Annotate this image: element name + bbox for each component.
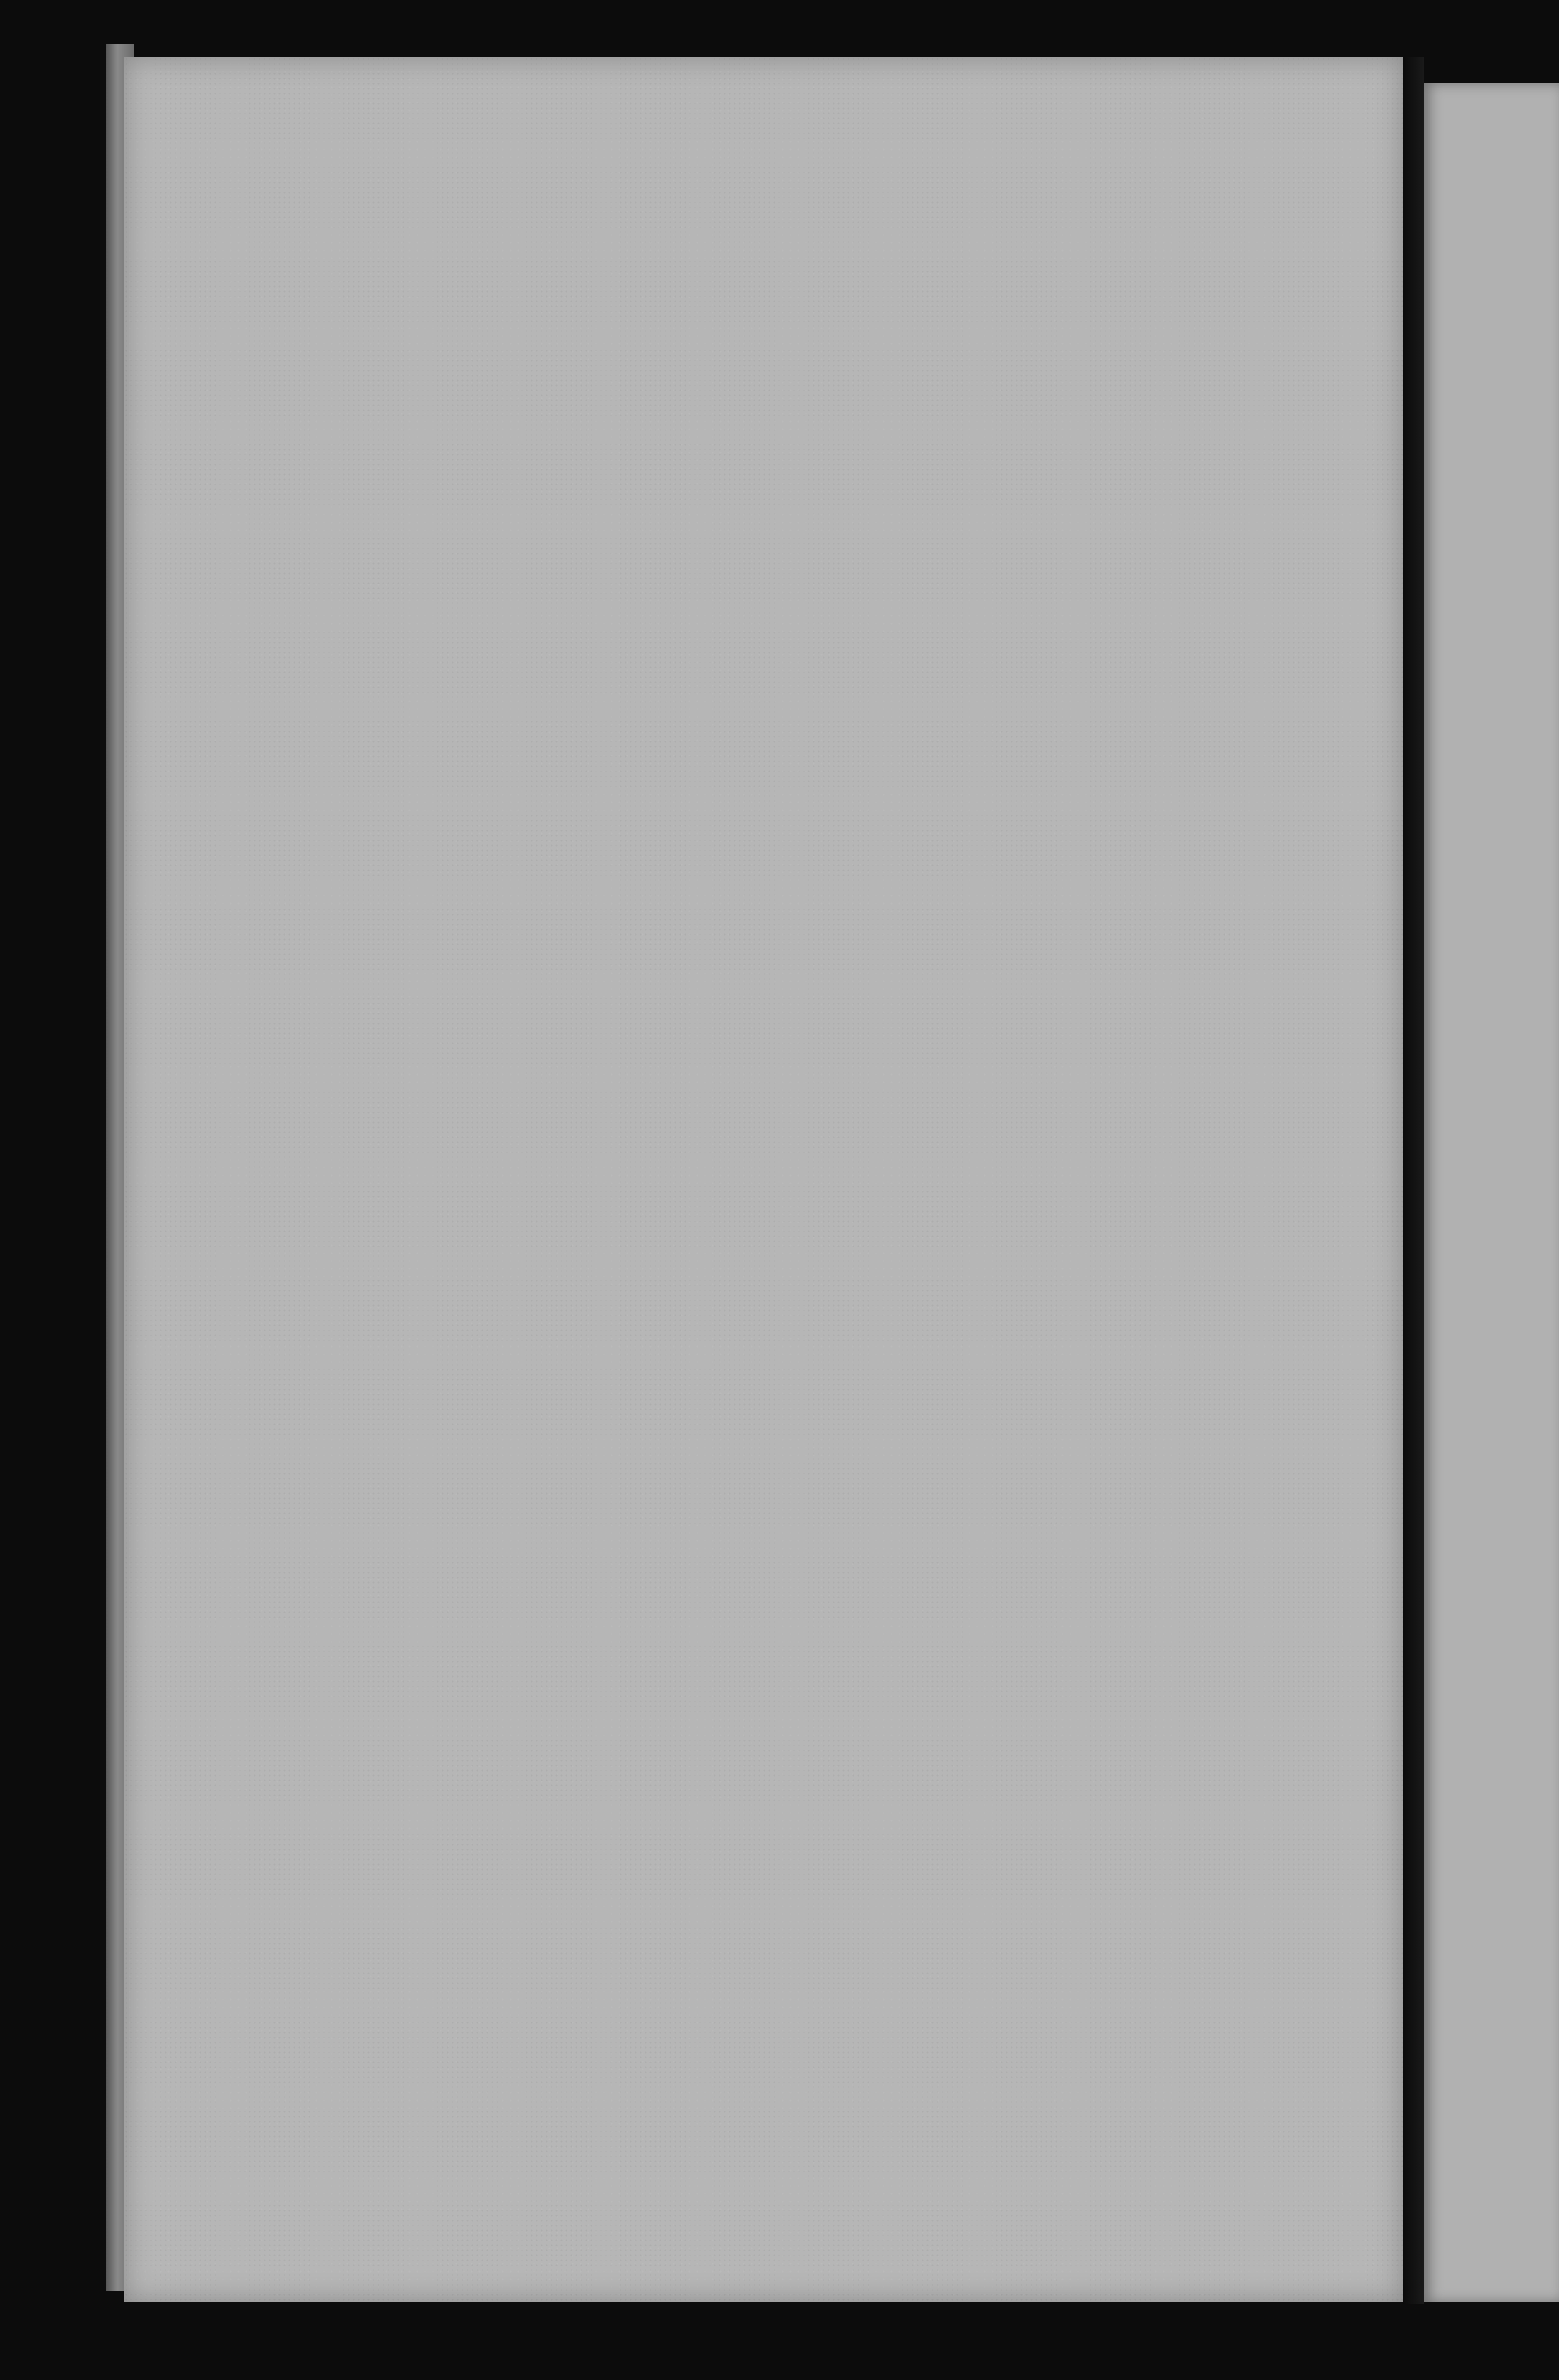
index-page [124, 57, 1403, 2302]
book-gutter [1403, 57, 1424, 2304]
facing-page-fragment [1424, 83, 1559, 2302]
page-header [124, 218, 1403, 281]
